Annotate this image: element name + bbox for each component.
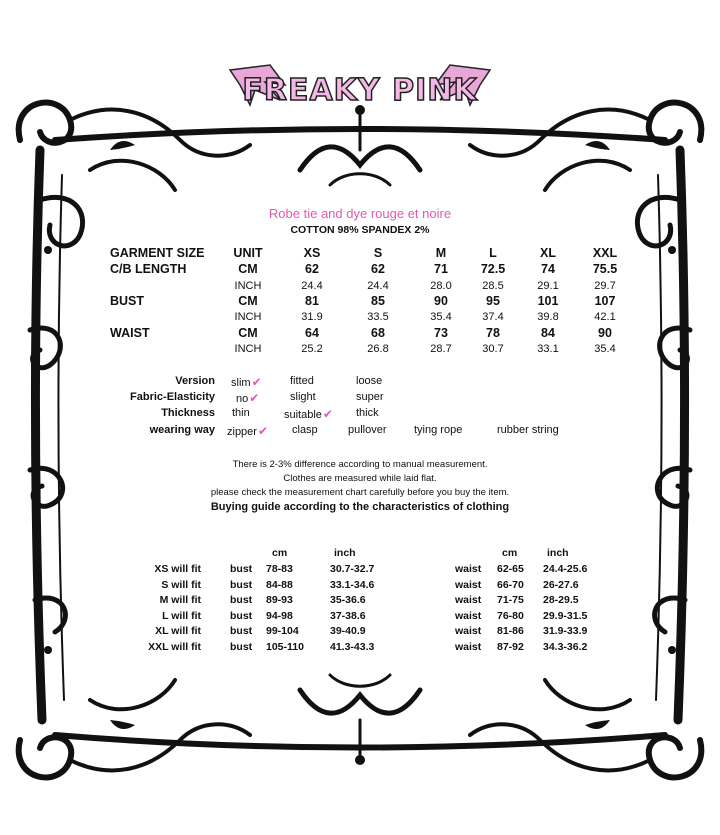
fit-cell: 33.1-34.6	[330, 578, 375, 591]
fit-cell: waist	[455, 625, 482, 638]
fit-cell: 24.4-25.6	[543, 563, 588, 575]
fit-cell: 35-36.6	[330, 594, 366, 607]
table-cell: 25.2	[301, 343, 323, 355]
table-cell: 71	[434, 262, 448, 276]
fit-size-label: S will fit	[161, 578, 201, 591]
attr-label-wearing-way: wearing way	[149, 424, 215, 436]
table-cell: 62	[305, 262, 319, 276]
table-cell: 28.5	[482, 280, 504, 292]
row-label-waist: WAIST	[110, 326, 150, 340]
note-measurement: There is 2-3% difference according to manual measurement.	[232, 459, 488, 470]
unit-inch: INCH	[234, 343, 262, 355]
size-header-s: S	[373, 246, 383, 260]
attr-option: suitable✔	[284, 407, 333, 421]
size-table-header-label: GARMENT SIZE	[110, 246, 205, 260]
attr-label-thickness: Thickness	[161, 407, 215, 419]
table-cell: 33.5	[367, 311, 389, 323]
table-cell: 107	[594, 294, 616, 308]
fit-cell: bust	[230, 563, 253, 575]
attr-option: pullover	[348, 424, 387, 436]
table-cell: 75.5	[592, 262, 618, 276]
fit-size-label: L will fit	[162, 609, 201, 622]
table-cell: 33.1	[537, 343, 559, 355]
table-cell: 90	[598, 326, 612, 340]
fit-cell: 31.9-33.9	[543, 625, 588, 638]
attr-option: loose	[356, 375, 383, 387]
size-header-xxl: XXL	[592, 246, 618, 260]
size-header-m: M	[435, 246, 447, 260]
fit-cell: 76-80	[497, 609, 524, 622]
fit-cell: 62-65	[497, 563, 524, 575]
attr-option: super	[356, 391, 384, 403]
unit-cm: CM	[238, 326, 258, 340]
table-cell: 64	[305, 326, 319, 340]
table-cell: 90	[434, 294, 448, 308]
check-icon: ✔	[322, 407, 333, 421]
table-cell: 81	[305, 294, 319, 308]
table-cell: 85	[371, 294, 385, 308]
table-cell: 29.1	[537, 280, 559, 292]
fit-col-inch: inch	[547, 547, 569, 559]
table-cell: 62	[371, 262, 385, 276]
fit-cell: waist	[455, 594, 482, 607]
table-cell: 35.4	[594, 343, 616, 355]
unit-cm: CM	[238, 294, 258, 308]
fit-cell: bust	[230, 609, 253, 622]
table-cell: 29.7	[594, 280, 616, 292]
fit-cell: 99-104	[266, 625, 299, 638]
table-cell: 84	[541, 326, 555, 340]
attr-option: slight	[290, 391, 316, 403]
table-cell: 31.9	[301, 311, 323, 323]
attr-option: rubber string	[497, 424, 559, 436]
attr-option: fitted	[290, 375, 314, 387]
unit-inch: INCH	[234, 280, 262, 292]
fit-cell: 66-70	[497, 578, 524, 591]
fit-cell: waist	[455, 563, 482, 575]
attr-option: thin	[232, 407, 250, 419]
table-cell: 42.1	[594, 311, 616, 323]
fit-cell: 94-98	[266, 609, 293, 622]
row-label-bust: BUST	[110, 294, 145, 308]
attr-option: slim✔	[231, 375, 262, 389]
freaky-pink-logo	[225, 60, 495, 124]
check-icon: ✔	[257, 424, 269, 438]
fit-size-label: M will fit	[159, 594, 201, 607]
fit-size-label: XS will fit	[154, 563, 201, 575]
table-cell: 39.8	[537, 311, 559, 323]
table-cell: 37.4	[482, 311, 504, 323]
material: COTTON 98% SPANDEX 2%	[290, 224, 430, 236]
attr-option: clasp	[292, 424, 318, 436]
note-check-chart: please check the measurement chart carefully before you buy the item.	[210, 487, 510, 498]
table-cell: 68	[371, 326, 385, 340]
logo-text: FREAKY PINK	[242, 73, 478, 108]
table-cell: 74	[541, 262, 555, 276]
guide-title: Buying guide according to the characteristics of clothing	[210, 501, 510, 513]
fit-size-label: XXL will fit	[148, 641, 201, 653]
unit-inch: INCH	[234, 311, 262, 323]
fit-cell: 105-110	[266, 641, 304, 653]
product-name: Robe tie and dye rouge et noire	[268, 206, 452, 221]
table-cell: 73	[434, 326, 448, 340]
table-cell: 28.0	[430, 280, 452, 292]
fit-cell: 39-40.9	[330, 625, 366, 638]
fit-cell: 84-88	[266, 578, 293, 591]
fit-col-cm: cm	[272, 547, 288, 559]
fit-col-inch: inch	[334, 547, 356, 559]
check-icon: ✔	[249, 391, 260, 405]
check-icon: ✔	[251, 375, 262, 389]
fit-col-cm: cm	[502, 547, 518, 559]
table-cell: 101	[537, 294, 559, 308]
size-header-xl: XL	[540, 246, 556, 260]
fit-cell: 71-75	[497, 594, 524, 607]
table-cell: 28.7	[430, 343, 452, 355]
size-table-header-unit: UNIT	[233, 246, 263, 260]
attr-option: thick	[356, 407, 379, 419]
attr-option: zipper✔	[227, 424, 269, 438]
attr-label-version: Version	[175, 375, 215, 387]
unit-cm: CM	[238, 262, 258, 276]
fit-cell: 30.7-32.7	[330, 563, 375, 575]
fit-cell: 37-38.6	[330, 609, 366, 622]
fit-cell: bust	[230, 641, 253, 653]
size-header-l: L	[489, 246, 497, 260]
fit-cell: bust	[230, 594, 253, 607]
table-cell: 35.4	[430, 311, 452, 323]
fit-cell: 41.3-43.3	[330, 641, 375, 653]
note-laid-flat: Clothes are measured while laid flat.	[283, 473, 437, 484]
fit-cell: 89-93	[266, 594, 293, 607]
attr-label-fabric-elasticity: Fabric-Elasticity	[130, 391, 215, 403]
row-label-cb-length: C/B LENGTH	[110, 262, 187, 276]
table-cell: 30.7	[482, 343, 504, 355]
fit-cell: 29.9-31.5	[543, 609, 588, 622]
table-cell: 24.4	[367, 280, 389, 292]
fit-cell: 87-92	[497, 641, 524, 653]
size-header-xs: XS	[303, 246, 321, 260]
fit-cell: 78-83	[266, 563, 293, 575]
fit-cell: 28-29.5	[543, 594, 579, 607]
attr-option: tying rope	[414, 424, 463, 436]
table-cell: 24.4	[301, 280, 323, 292]
table-cell: 78	[486, 326, 500, 340]
fit-cell: waist	[455, 578, 482, 591]
table-cell: 26.8	[367, 343, 389, 355]
fit-cell: 26-27.6	[543, 578, 579, 591]
fit-cell: bust	[230, 578, 253, 591]
fit-cell: waist	[455, 641, 482, 653]
fit-cell: waist	[455, 609, 482, 622]
fit-size-label: XL will fit	[155, 625, 201, 638]
table-cell: 72.5	[480, 262, 506, 276]
fit-cell: 34.3-36.2	[543, 641, 588, 653]
attr-option: no✔	[236, 391, 260, 405]
fit-cell: bust	[230, 625, 253, 638]
fit-cell: 81-86	[497, 625, 524, 638]
table-cell: 95	[486, 294, 500, 308]
